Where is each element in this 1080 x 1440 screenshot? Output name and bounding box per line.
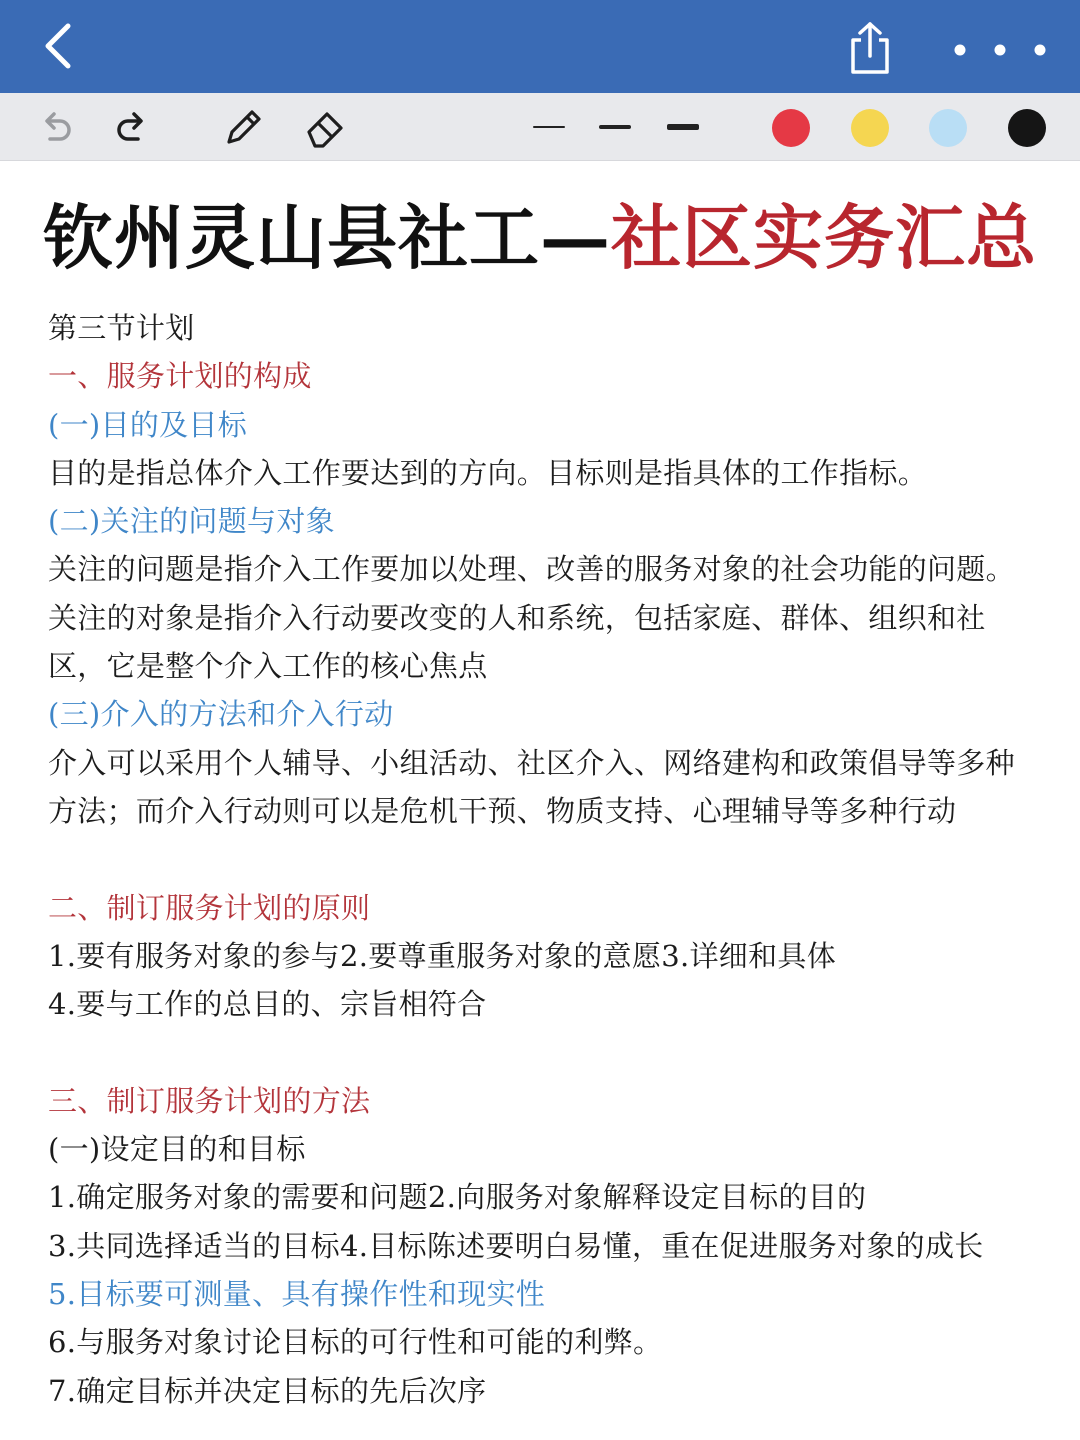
share-icon — [845, 20, 895, 76]
subsection-heading: (一)目的及目标 — [48, 407, 248, 442]
text-line: 3.共同选择适当的目标4.目标陈述要明白易懂，重在促进服务对象的成长 — [48, 1228, 984, 1263]
blank-line — [48, 1028, 1048, 1076]
text-line: 第三节计划 — [48, 311, 195, 345]
stroke-medium-button[interactable] — [588, 101, 642, 153]
stroke-thin-button[interactable] — [522, 101, 576, 153]
pencil-tool-button[interactable] — [218, 101, 270, 153]
more-dots-icon — [950, 40, 1050, 60]
text-line: 关注的对象是指介入行动要改变的人和系统，包括家庭、群体、组织和社 — [48, 600, 986, 635]
eraser-icon — [303, 104, 349, 150]
text-line: 1.要有服务对象的参与2.要尊重服务对象的意愿3.详细和具体 — [48, 938, 837, 973]
more-options-button[interactable] — [940, 28, 1060, 72]
section-heading: 一、服务计划的构成 — [48, 359, 312, 394]
color-swatch-black[interactable] — [1008, 109, 1046, 147]
text-line: 1.确定服务对象的需要和问题2.向服务对象解释设定目标的目的 — [48, 1180, 867, 1215]
back-button[interactable] — [30, 18, 86, 74]
undo-icon — [36, 107, 76, 147]
text-line: 介入可以采用个人辅导、小组活动、社区介入、网络建构和政策倡导等多种 — [48, 745, 1015, 780]
text-line: 方法；而介入行动则可以是危机干预、物质支持、心理辅导等多种行动 — [48, 793, 957, 828]
text-line: 关注的问题是指介入工作要加以处理、改善的服务对象的社会功能的问题。 — [48, 552, 1015, 587]
eraser-tool-button[interactable] — [300, 101, 352, 153]
document-body — [48, 304, 1048, 1415]
redo-icon — [112, 107, 152, 147]
undo-button[interactable] — [30, 101, 82, 153]
text-line: 区，它是整个介入工作的核心焦点 — [48, 649, 488, 684]
blank-line — [48, 835, 1048, 883]
subsection-heading: (二)关注的问题与对象 — [48, 504, 335, 539]
color-swatch-light-blue[interactable] — [929, 109, 967, 147]
color-swatch-red[interactable] — [772, 109, 810, 147]
redo-button[interactable] — [106, 101, 158, 153]
color-swatch-yellow[interactable] — [851, 109, 889, 147]
section-heading: 三、制订服务计划的方法 — [48, 1083, 371, 1118]
subsection-heading: 5.目标要可测量、具有操作性和现实性 — [48, 1276, 546, 1311]
chevron-left-icon — [38, 20, 78, 72]
document-title — [0, 194, 1080, 282]
section-heading: 二、制订服务计划的原则 — [48, 890, 371, 925]
text-line: 4.要与工作的总目的、宗旨相符合 — [48, 987, 487, 1022]
text-line: (一)设定目的和目标 — [48, 1132, 306, 1167]
subsection-heading: (三)介入的方法和介入行动 — [48, 697, 394, 732]
top-bar — [0, 0, 1080, 93]
stroke-thick-button[interactable] — [656, 101, 710, 153]
share-button[interactable] — [840, 18, 900, 78]
pencil-icon — [221, 104, 267, 150]
title-black-part: 钦州灵山县社工— — [43, 196, 611, 279]
text-line: 7.确定目标并决定目标的先后次序 — [48, 1373, 487, 1408]
annotation-toolbar — [0, 93, 1080, 161]
text-line: 6.与服务对象讨论目标的可行性和可能的利弊。 — [48, 1325, 663, 1360]
title-red-part: 社区实务汇总 — [611, 196, 1037, 279]
text-line: 目的是指总体介入工作要达到的方向。目标则是指具体的工作指标。 — [48, 455, 928, 490]
